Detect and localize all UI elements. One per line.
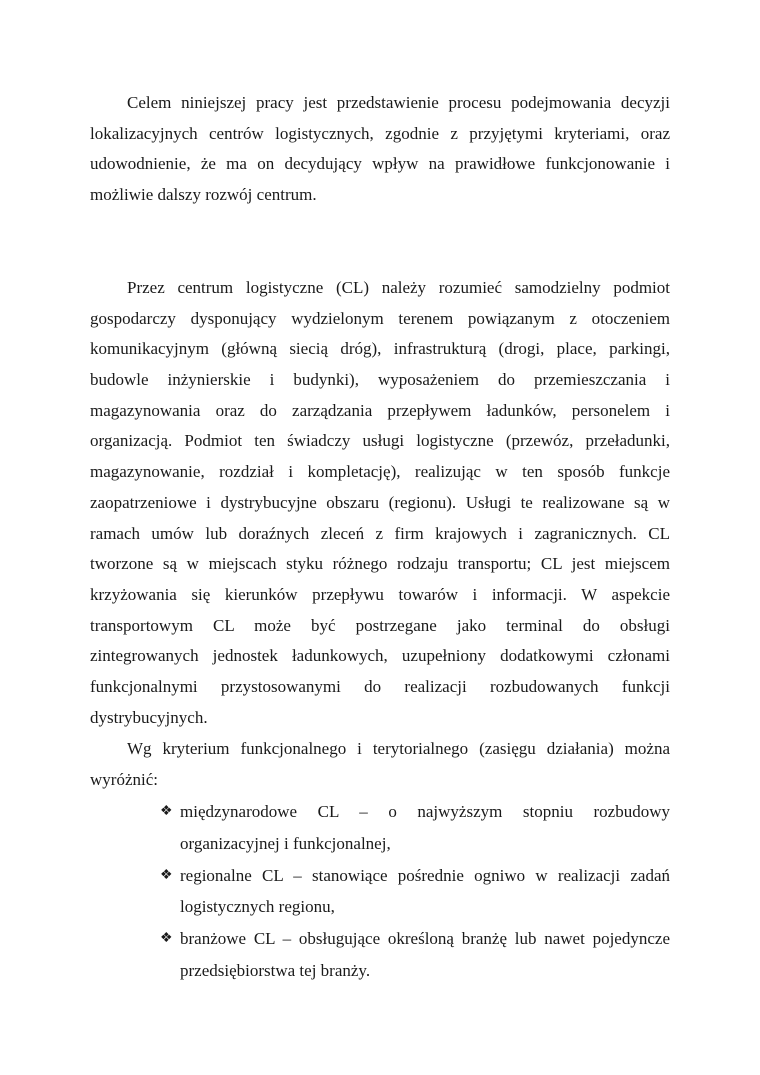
text-line: międzynarodowe CL – o najwyższym stopniu rozbudowy <box>180 802 670 821</box>
text-line: magazynowania oraz do zarządzania przepływem ładunków, personelem i <box>90 400 670 420</box>
text-line: dystrybucyjnych. <box>90 707 208 727</box>
text-line: zaopatrzeniowe i dystrybucyjne obszaru (regionu). Usługi te realizowane są w <box>90 492 670 512</box>
text-line: komunikacyjnym (główną siecią dróg), infrastrukturą (drogi, place, parkingi, <box>90 339 670 359</box>
text-line: transportowym CL może być postrzegane jako terminal do obsługi <box>90 615 670 635</box>
text-line: tworzone są w miejscach styku różnego rodzaju transportu; CL jest miejscem <box>90 554 670 574</box>
list-item <box>160 796 670 860</box>
diamond-bullet-icon: ❖ <box>160 867 173 883</box>
diamond-bullet-icon: ❖ <box>160 931 173 947</box>
text-line: przedsiębiorstwa tej branży. <box>180 960 371 980</box>
text-line: organizacją. Podmiot ten świadczy usługi logistyczne (przewóz, przeładunki, <box>90 431 670 451</box>
text-line: branżowe CL – obsługujące określoną branżę lub nawet pojedyncze <box>180 929 670 949</box>
list-item <box>160 860 670 924</box>
text-line: Przez centrum logistyczne (CL) należy rozumieć samodzielny podmiot <box>127 278 670 297</box>
text-line: ramach umów lub doraźnych zleceń z firm krajowych i zagranicznych. CL <box>90 523 670 543</box>
text-line: lokalizacyjnych centrów logistycznych, zgodnie z przyjętymi kryteriami, oraz <box>90 123 670 143</box>
text-line: gospodarczy dysponujący wydzielonym terenem powiązanym z otoczeniem <box>90 308 670 328</box>
text-line: udowodnienie, że ma on decydujący wpływ na prawidłowe funkcjonowanie i <box>90 154 670 174</box>
diamond-bullet-icon: ❖ <box>160 804 173 819</box>
text-line: możliwie dalszy rozwój centrum. <box>90 185 317 205</box>
text-line: magazynowanie, rozdział i kompletację), realizując w ten sposób funkcje <box>90 462 670 482</box>
text-line: Celem niniejszej pracy jest przedstawienie procesu podejmowania decyzji <box>127 93 670 112</box>
text-line: wyróżnić: <box>90 769 158 789</box>
text-line: logistycznych regionu, <box>180 897 335 917</box>
text-line: funkcjonalnymi przystosowanymi do realizacji rozbudowanych funkcji <box>90 676 670 696</box>
text-line: krzyżowania się kierunków przepływu towarów i informacji. W aspekcie <box>90 584 670 604</box>
text-line: organizacyjnej i funkcjonalnej, <box>180 833 391 853</box>
bullet-list <box>160 796 670 987</box>
list-item <box>160 923 670 987</box>
paragraph-purpose <box>90 88 670 211</box>
paragraph-criteria <box>90 734 670 795</box>
text-line: regionalne CL – stanowiące pośrednie ogniwo w realizacji zadań <box>180 865 670 885</box>
text-line: Wg kryterium funkcjonalnego i terytorialnego (zasięgu działania) można <box>127 739 670 758</box>
text-line: zintegrowanych jednostek ładunkowych, uzupełniony dodatkowymi członami <box>90 646 670 666</box>
paragraph-definition <box>90 273 670 733</box>
text-line: budowle inżynierskie i budynki), wyposażeniem do przemieszczania i <box>90 370 670 390</box>
